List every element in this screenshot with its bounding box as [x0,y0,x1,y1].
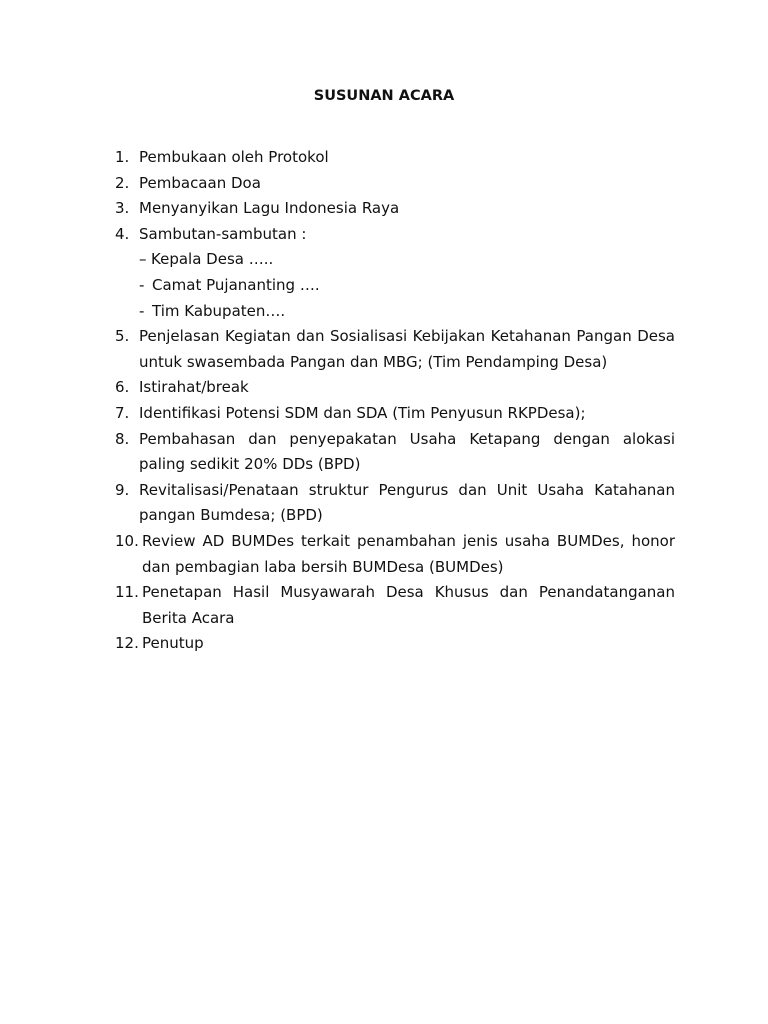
sub-list-item [115,247,675,273]
item-number: 9. [115,480,130,499]
item-number: 12. [115,634,139,653]
item-text: Sambutan-sambutan : [139,224,307,243]
item-text: Identifikasi Potensi SDM dan SDA (Tim Penyusun RKPDesa); [139,403,586,422]
item-number: 4. [115,224,130,243]
item-number: 5. [115,327,130,346]
item-text: Pembahasan dan penyepakatan Usaha Ketapang dengan alokasi paling sedikit 20% DDs (BPD) [139,429,675,474]
list-item [115,427,675,478]
list-item [115,580,675,631]
item-number: 1. [115,148,130,166]
list-item [115,324,675,375]
item-text: Revitalisasi/Penataan struktur Pengurus dan Unit Usaha Katahanan pangan Bumdesa; (BPD) [139,480,675,525]
agenda-list [115,145,675,657]
list-item [115,222,675,248]
list-item [115,529,675,580]
item-number: 11. [115,583,139,602]
sub-bullet: – [139,250,147,269]
item-number: 10. [115,531,139,550]
sub-item-text: Camat Pujananting …. [152,275,320,294]
list-item [115,171,675,197]
sub-item-text: Tim Kabupaten…. [152,301,286,320]
list-item [115,196,675,222]
document-title: SUSUNAN ACARA [313,88,455,104]
item-text: Penetapan Hasil Musyawarah Desa Khusus dan Penandatanganan Berita Acara [142,583,675,627]
sub-list-item [115,299,675,325]
sub-item-text: Kepala Desa ….. [151,250,274,269]
item-text: Penutup [142,634,204,653]
sub-bullet: - [139,301,145,320]
list-item [115,401,675,427]
item-text: Pembacaan Doa [139,173,261,192]
list-item [115,478,675,529]
item-text: Penjelasan Kegiatan dan Sosialisasi Kebijakan Ketahanan Pangan Desa untuk swasembada Pangan dan MBG; (Tim Pendamping Desa) [139,327,675,371]
item-text: Istirahat/break [139,378,249,397]
list-item [115,145,675,171]
item-text: Menyanyikan Lagu Indonesia Raya [139,199,400,218]
item-text: Pembukaan oleh Protokol [139,148,329,166]
item-text: Review AD BUMDes terkait penambahan jenis usaha BUMDes, honor dan pembagian laba bersih BUMDesa (BUMDes) [142,531,675,576]
sub-bullet: - [139,275,145,294]
sub-list-item [115,273,675,299]
item-number: 7. [115,403,130,422]
item-number: 8. [115,429,130,448]
list-item [115,375,675,401]
list-item [115,631,675,657]
item-number: 2. [115,173,130,192]
item-number: 6. [115,378,130,397]
item-number: 3. [115,199,130,218]
